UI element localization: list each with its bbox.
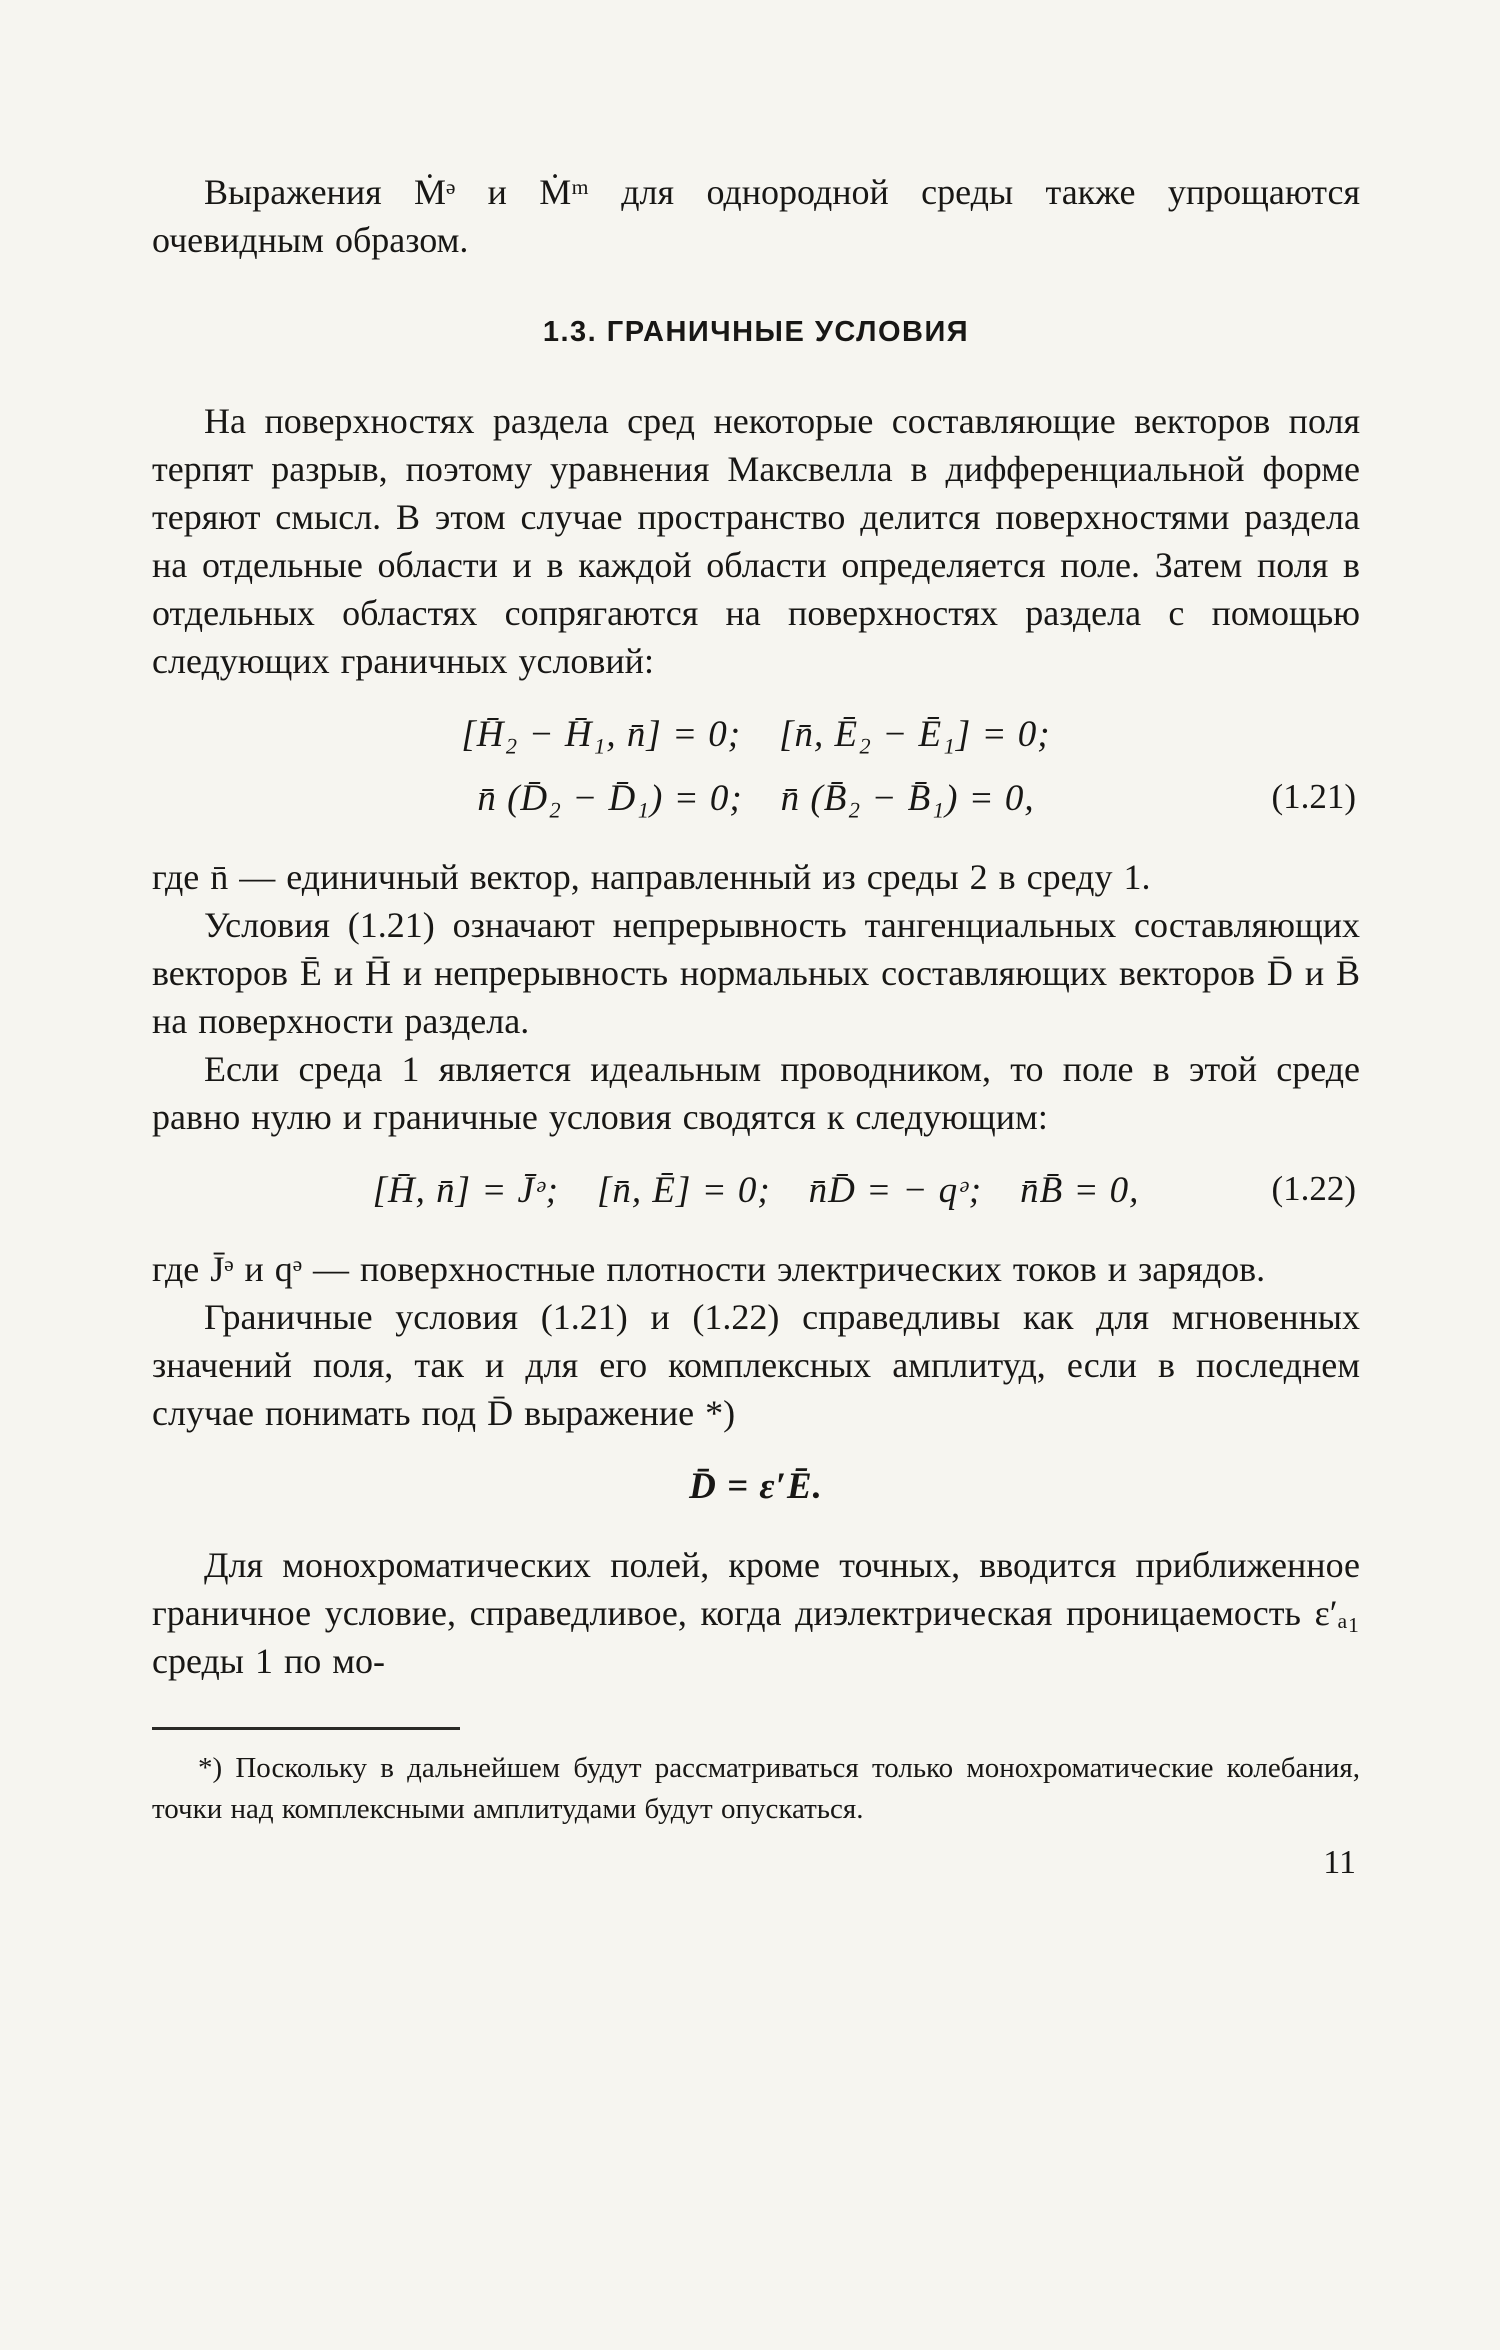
paragraph-validity: Граничные условия (1.21) и (1.22) справедливы как для мгновенных значений поля, так и для его комплексных амплитуд, если в последнем случае понимать под D̄ выражение *) bbox=[152, 1297, 1360, 1433]
paragraph-ideal-conductor: Если среда 1 является идеальным проводником, то поле в этой среде равно нулю и граничные условия сводятся к следующим: bbox=[152, 1049, 1360, 1137]
page-number: 11 bbox=[1323, 1844, 1356, 1881]
paragraph-surface-densities: где J̄ᵊ и qᵊ — поверхностные плотности электрических токов и зарядов. bbox=[152, 1249, 1266, 1289]
equation-1-21 bbox=[152, 703, 1360, 831]
section-heading: 1.3. ГРАНИЧНЫЕ УСЛОВИЯ bbox=[542, 316, 970, 348]
equation-d-epsilon-e bbox=[152, 1455, 1360, 1519]
equation-1-22 bbox=[152, 1159, 1360, 1223]
equation-1-21-line-2: n̄ (D̄₂ − D̄₁) = 0; n̄ (B̄₂ − B̄₁) = 0, bbox=[477, 778, 1035, 819]
equation-1-21-line-1: [H̄₂ − H̄₁, n̄] = 0; [n̄, Ē₂ − Ē₁] = 0; bbox=[461, 714, 1051, 755]
equation-1-22-number: (1.22) bbox=[1271, 1169, 1356, 1208]
equation-1-21-number: (1.21) bbox=[1271, 777, 1356, 816]
lead-paragraph: Выражения Ṁᵊ и Ṁᵐ для однородной среды также упрощаются очевидным образом. bbox=[152, 172, 1360, 260]
equation-1-22-body: [H̄, n̄] = J̄ᵊ; [n̄, Ē] = 0; n̄D̄ = − qᵊ; n̄B̄ = 0, bbox=[372, 1170, 1140, 1211]
paragraph-monochromatic: Для монохроматических полей, кроме точных, вводится приближенное граничное условие, справедливое, когда диэлектрическая проницаемость ε′ₐ₁ среды 1 по мо- bbox=[152, 1545, 1360, 1681]
paragraph-conditions-meaning: Условия (1.21) означают непрерывность тангенциальных составляющих векторов Ē и H̄ и непрерывность нормальных составляющих векторов D̄ и B̄ на поверхности раздела. bbox=[152, 905, 1360, 1041]
equation-d-epsilon-e-body: D̄ = ε′Ē. bbox=[689, 1466, 823, 1507]
footnote-text: *) Поскольку в дальнейшем будут рассматриваться только монохроматические колебания, точки над комплексными амплитудами будут опускаться. bbox=[152, 1752, 1360, 1825]
paragraph-boundary-conditions-intro: На поверхностях раздела сред некоторые составляющие векторов поля терпят разрыв, поэтому уравнения Максвелла в дифференциальной форме теряют смысл. В этом случае пространство делится поверхностями раздела на отдельные области и в каждой области определяется поле. Затем поля в отдельных областях сопрягаются на поверхностях раздела с помощью следующих граничных условий: bbox=[152, 401, 1360, 681]
paragraph-unit-vector: где n̄ — единичный вектор, направленный из среды 2 в среду 1. bbox=[152, 857, 1151, 897]
footnote-divider bbox=[152, 1727, 460, 1730]
